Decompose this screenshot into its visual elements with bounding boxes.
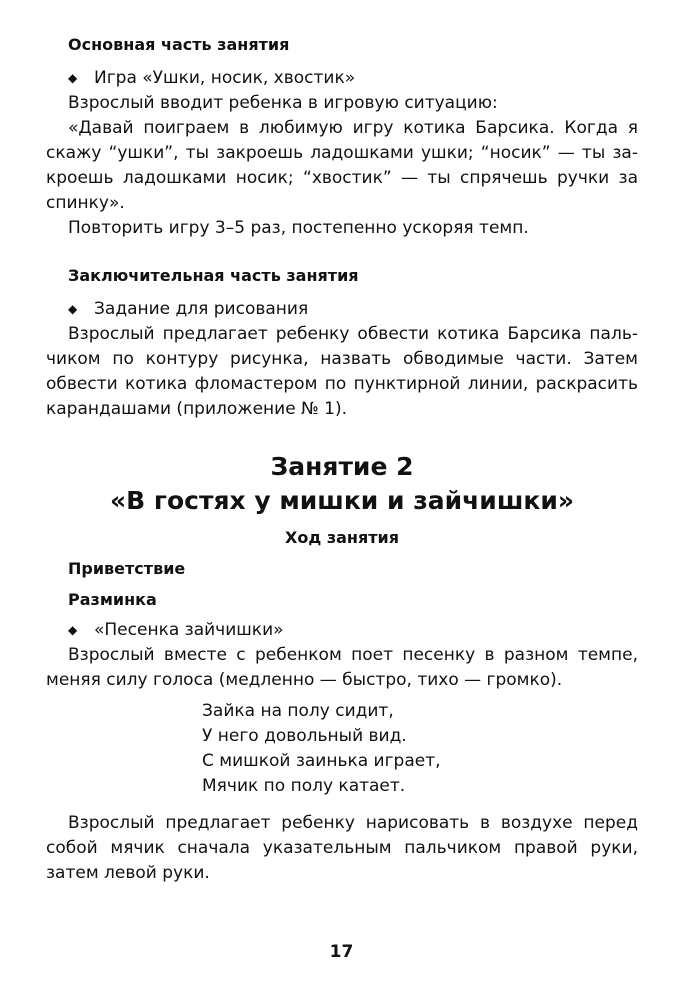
poem-line: Зайка на полу сидит, (202, 701, 394, 721)
paragraph-quote: «Давай поиграем в любимую игру котика Барсика. Когда я скажу “ушки”, ты закроешь ладошками ушки; “носик” — ты закроешь ладошками носик; “хвостик” — ты спрячешь ручки за спинку». (46, 118, 638, 213)
course-heading: Ход занятия (285, 528, 399, 547)
section-heading-main: Основная часть занятия (68, 35, 290, 54)
page-number: 17 (329, 942, 354, 962)
paragraph-intro: Взрослый вводит ребенка в игровую ситуацию: (68, 93, 498, 113)
paragraph-final: Взрослый предлагает ребенку нарисовать в воздухе перед собой мячик сначала указательным пальчиком правой руки, затем левой руки. (46, 813, 638, 883)
diamond-bullet-icon: ◆ (68, 623, 78, 637)
poem-line: С мишкой заинька играет, (202, 751, 441, 771)
bullet-text: Задание для рисования (94, 299, 309, 319)
lesson-title-name: «В гостях у мишки и зайчишки» (109, 486, 575, 515)
paragraph-repeat: Повторить игру 3–5 раз, постепенно ускоряя темп. (68, 218, 529, 238)
poem (202, 699, 638, 799)
bullet-item-song (68, 618, 638, 643)
lesson-title-number: Занятие 2 (270, 452, 414, 481)
greeting-heading: Приветствие (68, 559, 186, 578)
diamond-bullet-icon: ◆ (68, 71, 78, 85)
poem-line: У него довольный вид. (202, 726, 407, 746)
warmup-heading: Разминка (68, 590, 157, 609)
bullet-item-drawing (68, 297, 638, 322)
diamond-bullet-icon: ◆ (68, 302, 78, 316)
paragraph-drawing: Взрослый предлагает ребенку обвести котика Барсика пальчиком по контуру рисунка, назвать обводимые части. Затем обвести котика фломастером по пунктирной линии, раскрасить карандашами (приложение № 1). (46, 324, 638, 419)
book-page (46, 32, 638, 886)
paragraph-song: Взрослый вместе с ребенком поет песенку в разном темпе, меняя силу голоса (медленно — быстро, тихо — громко). (46, 645, 638, 690)
poem-line: Мячик по полу катает. (202, 776, 406, 796)
bullet-item-game (68, 66, 638, 91)
section-heading-final: Заключительная часть занятия (68, 266, 359, 285)
bullet-text: «Песенка зайчишки» (94, 620, 284, 640)
bullet-text: Игра «Ушки, носик, хвостик» (94, 68, 356, 88)
